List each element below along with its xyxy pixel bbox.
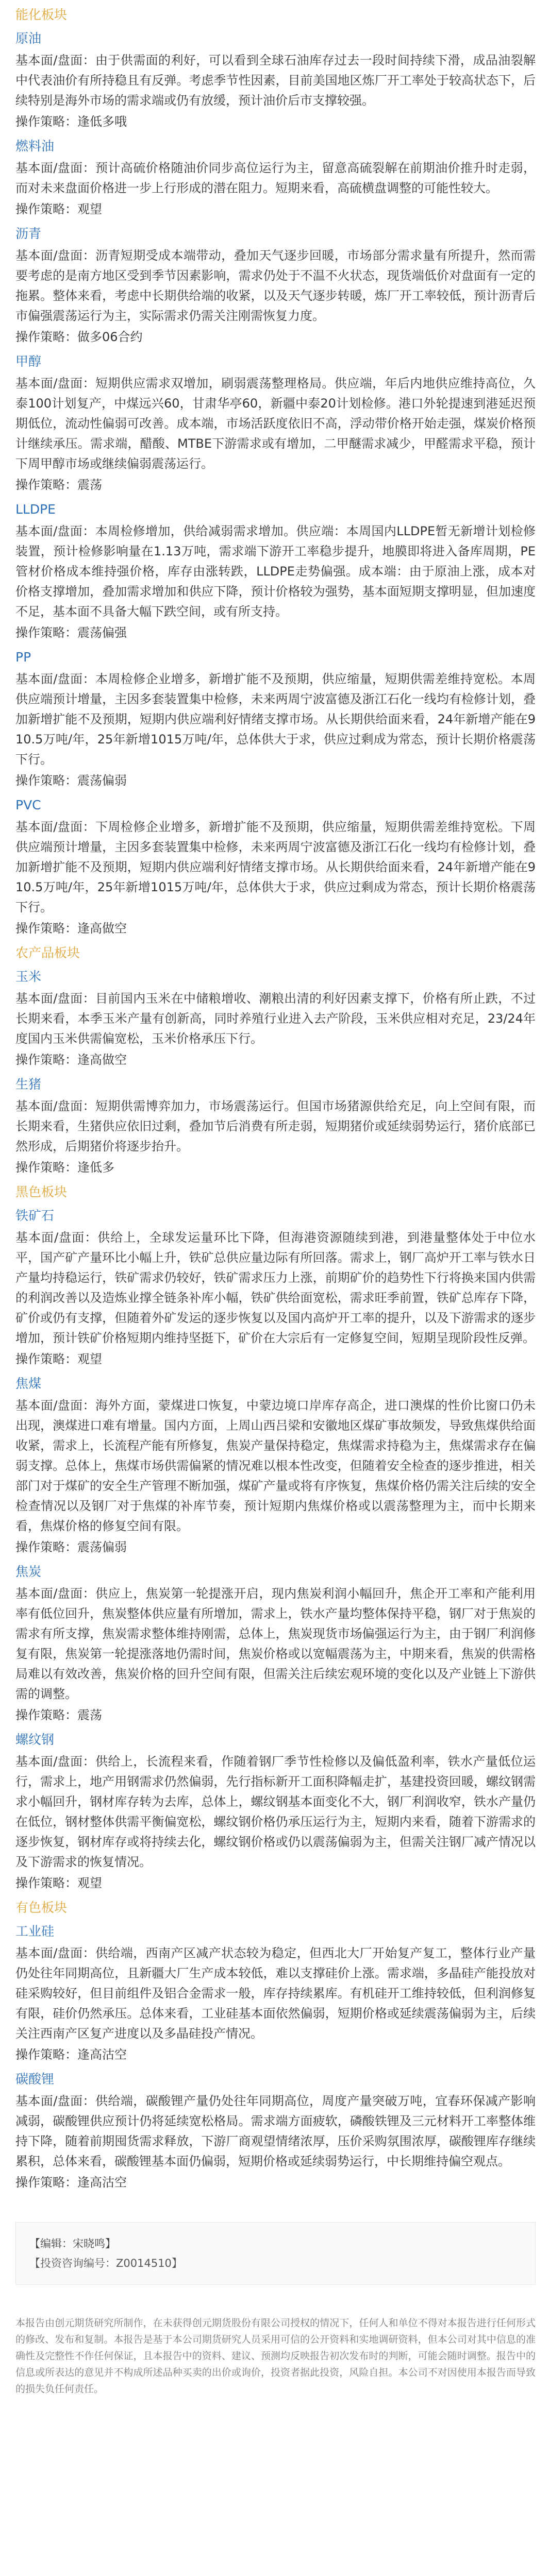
commodity-title: 螺纹钢 (15, 1732, 55, 1747)
commodity-title: 铁矿石 (15, 1208, 55, 1223)
commodity-strategy: 操作策略：震荡 (15, 1708, 102, 1722)
commodity-analysis: 基本面/盘面：由于供需面的利好，可以看到全球石油库存过去一段时间持续下滑，成品油裂解中代表油价有所持稳且有反弹。考虑季节性因素，目前美国地区炼厂开工率处于较高状态下，后续特别是海外市场的需求端或仍有放缓，预计油价后市支撑较强。 (15, 53, 536, 108)
commodity-item (15, 965, 536, 1071)
commodity-strategy: 操作策略：逢高沽空 (15, 2047, 127, 2062)
commodity-strategy: 操作策略：震荡偏强 (15, 625, 127, 640)
commodity-title: 碳酸锂 (15, 2072, 55, 2087)
commodity-strategy: 操作策略：观望 (15, 202, 102, 216)
commodity-title: 甲醇 (15, 354, 42, 369)
commodity-item (15, 1073, 536, 1178)
commodity-analysis: 基本面/盘面：沥青短期受成本端带动，叠加天气逐步回暖，市场部分需求量有所提升，然而需要考虑的是南方地区受到季节因素影响，需求仍处于不温不火状态，现货端低价对盘面有一定的拖累。整体来看，考虑中长期供给端的收紧，以及天气逐步转暖，炼厂开工率较低，预计沥青后市偏强震荡运行为主，实际需求仍需关注刚需恢复力度。 (15, 248, 536, 323)
commodity-item (15, 1920, 536, 2065)
commodity-analysis: 基本面/盘面：供给上，全球发运量环比下降，但海港资源随续到港，到港量整体处于中位水平，国产矿产量环比小幅上升，铁矿总供应量边际有所回落。需求上，钢厂高炉开工率与铁水日产量均持稳运行，铁矿需求仍较好，铁矿需求压力上涨，前期矿价的趋势性下行将换来国内供需的利润改善以及造炼业撑全链条补库小幅，铁矿供给面宽松，需求旺季前置，铁矿总库存下降，矿价或仍有支撑，但随着外矿发运的逐步恢复以及国内高炉开工率的提升，以及下游需求的逐步增加，预计铁矿价格短期内维持坚挺下，矿价在大宗后有一定修复空间，短期呈现阶段性反弹。 (15, 1230, 536, 1345)
section-heading: 有色板块 (15, 1900, 68, 1915)
commodity-title: 燃料油 (15, 139, 55, 154)
commodity-title: 原油 (15, 31, 42, 46)
commodity-analysis: 基本面/盘面：本周检修企业增多，新增扩能不及预期，供应缩量，短期供需差维持宽松。本周供应端预计增量，主因多套装置集中检修，未来两周宁波富德及浙江石化一线均有检修计划，叠加新增扩能不及预期，短期内供应端利好情绪支撑市场。从长期供给面来看，24年新增产能在910.5万吨/年，25年新增1015万吨/年，总体供大于求，供应过剩成为常态，预计长期价格震荡下行。 (15, 672, 536, 767)
disclaimer-text: 本报告由创元期货研究所制作，在未获得创元期货股份有限公司授权的情况下，任何人和单位不得对本报告进行任何形式的修改、发布和复制。本报告是基于本公司期货研究人员采用可信的公开资料和实地调研资料，但本公司对其中信息的准确性及完整性不作任何保证，且本报告中的资料、建议、预测均反映报告初次发布时的判断，可能会随时调整。报告中的信息或所表达的意见并不构成所述品种买卖的出价或询价，投资者据此投资，风险自担。本公司不对因使用本报告而导致的损失负任何责任。 (15, 2317, 536, 2395)
section-heading: 农产品板块 (15, 945, 80, 960)
editor-box (15, 2222, 536, 2285)
commodity-analysis: 基本面/盘面：海外方面，蒙煤进口恢复，中蒙边境口岸库存高企，进口澳煤的性价比窗口仍未出现，澳煤进口难有增量。国内方面，上周山西吕梁和安徽地区煤矿事故频发，导致焦煤供给面收紧，需求上，长流程产能有所修复，焦炭产量保持稳定，焦煤需求持稳为主，焦煤需求存在偏弱支撑。总体上，焦煤市场供需偏紧的情况难以根本性改变，但随着安全检查的逐步推进，相关部门对于煤矿的安全生产管理不断加强，煤矿产量或将有序恢复，焦煤价格仍需关注后续的安全检查情况以及钢厂对于焦煤的补库节奏，预计短期内焦煤价格或以震荡整理为主，而中长期来看，焦煤价格的修复空间有限。 (15, 1398, 536, 1533)
commodity-strategy: 操作策略：震荡偏弱 (15, 773, 127, 788)
editor-license: 【投资咨询编号：Z0014510】 (29, 2257, 182, 2269)
commodity-strategy: 操作策略：观望 (15, 1352, 102, 1366)
commodity-strategy: 操作策略：逢低多哦 (15, 114, 127, 129)
commodity-item (15, 1560, 536, 1726)
commodity-item (15, 134, 536, 220)
commodity-strategy: 操作策略：震荡偏弱 (15, 1540, 127, 1554)
commodity-title: PP (15, 650, 31, 665)
commodity-strategy: 操作策略：逢高做空 (15, 921, 127, 936)
commodity-title: 焦煤 (15, 1376, 42, 1391)
commodity-item (15, 1204, 536, 1370)
commodity-item (15, 27, 536, 132)
commodity-strategy: 操作策略：观望 (15, 1876, 102, 1890)
commodity-item (15, 793, 536, 939)
commodity-title: 玉米 (15, 969, 42, 984)
commodity-item (15, 1728, 536, 1894)
commodity-item (15, 646, 536, 791)
section-heading: 能化板块 (15, 7, 68, 22)
commodity-item (15, 1372, 536, 1558)
commodity-strategy: 操作策略：做多06合约 (15, 330, 143, 344)
section-heading: 黑色板块 (15, 1184, 68, 1199)
commodity-analysis: 基本面/盘面：下周检修企业增多，新增扩能不及预期，供应缩量，短期供需差维持宽松。下周供应端预计增量，主因多套装置集中检修，未来两周宁波富德及浙江石化一线均有检修计划，叠加新增扩能不及预期，短期内供应端利好情绪支撑市场。从长期供给面来看，24年新增产能在910.5万吨/年，25年新增1015万吨/年，总体供大于求，供应过剩成为常态，预计长期价格震荡下行。 (15, 820, 536, 914)
commodity-analysis: 基本面/盘面：预计高硫价格随油价同步高位运行为主，留意高硫裂解在前期油价推升时走弱，而对未来盘面价格进一步上行形成的潜在阻力。短期来看，高硫横盘调整的可能性较大。 (15, 161, 536, 195)
commodity-strategy: 操作策略：逢高做空 (15, 1053, 127, 1067)
commodity-analysis: 基本面/盘面：供给端，碳酸锂产量仍处往年同期高位，周度产量突破万吨，宜春环保减产影响减弱，碳酸锂供应预计仍将延续宽松格局。需求端方面疲软，磷酸铁锂及三元材料开工率整体维持下降，随着前期囤货需求释放，下游厂商观望情绪浓厚，压价采购氛围浓厚，碳酸锂库存继续累积，总体来看，碳酸锂基本面仍偏弱，短期价格或延续弱势运行，中长期维持偏空观点。 (15, 2094, 536, 2168)
editor-name: 【编辑：宋晓鸣】 (29, 2238, 116, 2250)
commodity-title: 生猪 (15, 1077, 42, 1092)
commodity-analysis: 基本面/盘面：短期供需博弈加力，市场震荡运行。但国市场猪源供给充足，向上空间有限，而长期来看，生猪供应依旧过剩，叠加节后消费有所走弱，短期猪价或延续弱势运行，猪价底部已然形成，后期猪价将逐步抬升。 (15, 1099, 536, 1154)
commodity-analysis: 基本面/盘面：供给上，长流程来看，作随着钢厂季节性检修以及偏低盈利率，铁水产量低位运行，需求上，地产用钢需求仍然偏弱，先行指标新开工面积降幅走扩，基建投资回暖，螺纹钢需求小幅回升，钢材库存转为去库，总体上，螺纹钢基本面变化不大，钢厂利润收窄，铁水产量仍在低位，钢材整体供需平衡偏宽松，螺纹钢价格仍承压运行为主，短期内来看，随着下游需求的逐步恢复，钢材库存或将持续去化，螺纹钢价格或仍以震荡偏弱为主，但需关注钢厂减产情况以及下游需求的恢复情况。 (15, 1754, 536, 1869)
commodity-title: 工业硅 (15, 1924, 55, 1939)
editor-info (0, 2222, 549, 2397)
commodity-title: 沥青 (15, 226, 42, 241)
commodity-title: PVC (15, 798, 41, 812)
commodity-analysis: 基本面/盘面：目前国内玉米在中储粮增收、潮粮出清的利好因素支撑下，价格有所止跌，不过长期来看，本季玉米产量有创新高，同时养殖行业进入去产阶段，玉米供应相对充足，23/24年度国内玉米供需偏宽松，玉米价格承压下行。 (15, 991, 536, 1046)
commodity-strategy: 操作策略：震荡 (15, 478, 102, 492)
commodity-strategy: 操作策略：逢高沽空 (15, 2175, 127, 2190)
commodity-item (15, 2067, 536, 2193)
commodity-analysis: 基本面/盘面：短期供应需求双增加，刷弱震荡整理格局。供应端，年后内地供应维持高位，久泰100计划复产，中煤远兴60，甘肃华亭60，新疆中泰20计划检修。港口外轮提速到港延迟预期低位，流动性偏弱可改善。成本端，市场活跃度依旧不高，浮动带价格开始走强，煤炭价格预计继续承压。需求端，醋酸、MTBE下游需求或有增加，二甲醚需求减少，甲醛需求平稳，预计下周甲醇市场或继续偏弱震荡运行。 (15, 376, 536, 471)
commodity-item (15, 350, 536, 496)
commodity-analysis: 基本面/盘面：供应上，焦炭第一轮提涨开启，现内焦炭利润小幅回升，焦企开工率和产能利用率有低位回升，焦炭整体供应量有所增加，需求上，铁水产量均整体保持平稳，钢厂对于焦炭的需求有所支撑，焦炭需求整体维持刚需，总体上，焦炭现货市场偏强运行为主，由于钢厂利润修复有限，焦炭第一轮提涨落地仍需时间，焦炭价格或以宽幅震荡为主，中期来看，焦炭的供需格局难以有效改善，焦炭价格的回升空间有限，但需关注后续宏观环境的变化以及产业链上下游供需的调整。 (15, 1586, 536, 1701)
commodity-strategy: 操作策略：逢低多 (15, 1160, 114, 1175)
commodity-item (15, 498, 536, 643)
commodity-analysis: 基本面/盘面：供给端，西南产区减产状态较为稳定，但西北大厂开始复产复工，整体行业产量仍处往年同期高位，且新疆大厂生产成本较低，难以支撑硅价上涨。需求端，多晶硅产能投放对硅采购较好，但目前组件及铝合金需求一般，库存持续累库。有机硅开工维持较低，但利润修复有限，硅价仍然承压。总体来看，工业硅基本面依然偏弱，短期价格或延续震荡偏弱为主，后续关注西南产区复产进度以及多晶硅投产情况。 (15, 1946, 536, 2041)
commodity-item (15, 222, 536, 348)
commodity-title: 焦炭 (15, 1564, 42, 1579)
commodity-title: LLDPE (15, 502, 56, 517)
commodity-analysis: 基本面/盘面：本周检修增加，供给减弱需求增加。供应端：本周国内LLDPE暂无新增计划检修装置，预计检修影响量在1.13万吨，需求端下游开工率稳步提升，地膜即将进入备库周期，PE管材价格成本维持强价格，库存由涨转跌，LLDPE走势偏强。成本端：由于原油上涨，成本对价格支撑增加，叠加需求增加和供应下降，预计价格较为强势，基本面短期支撑明显，但加速度不足，基本面不具备大幅下跌空间，或有所支持。 (15, 524, 536, 619)
